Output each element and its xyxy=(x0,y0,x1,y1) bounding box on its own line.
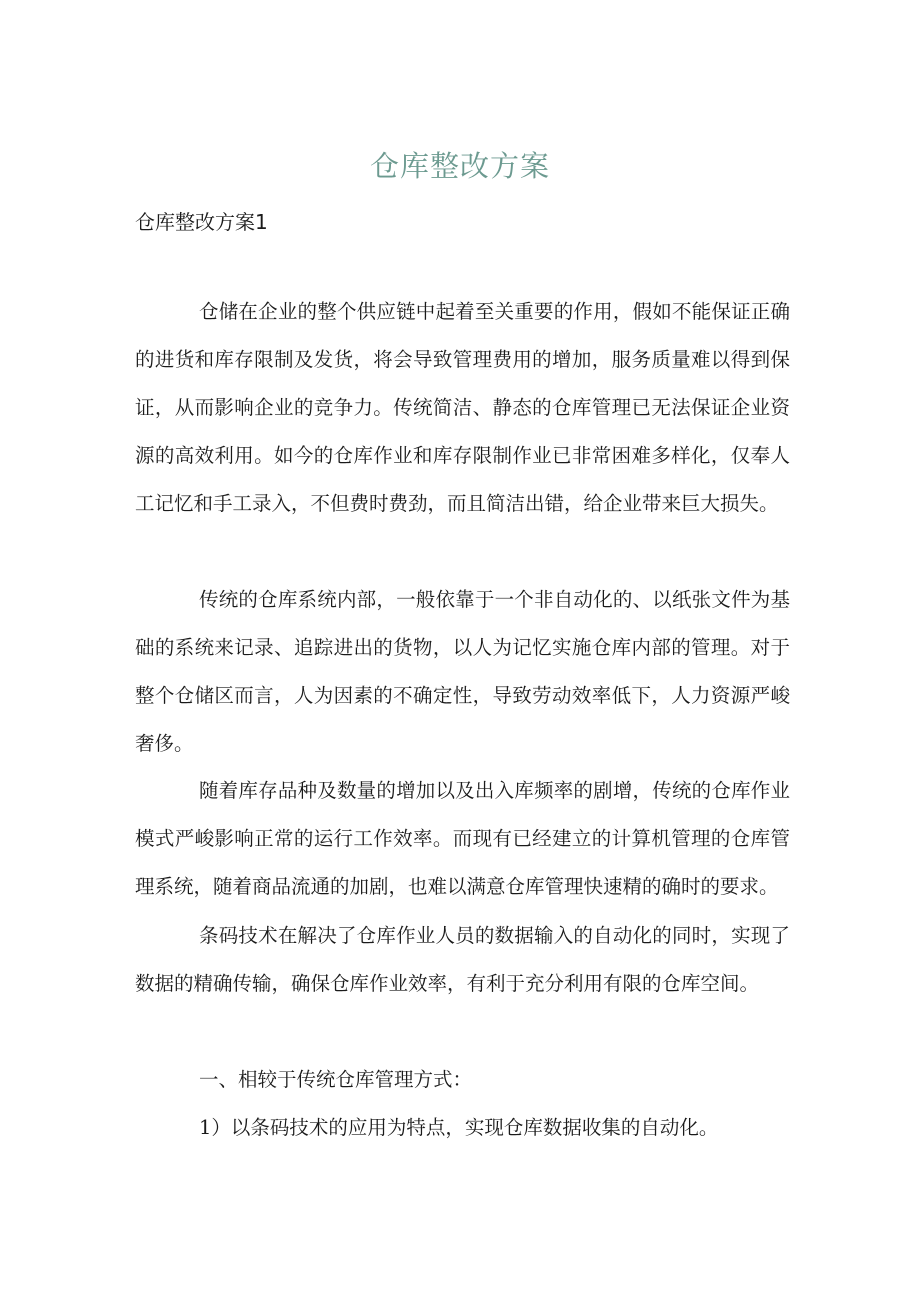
document-title: 仓库整改方案 xyxy=(369,149,550,183)
document-subtitle: 仓库整改方案1 xyxy=(135,210,268,234)
section-heading: 一、相较于传统仓库管理方式： xyxy=(199,1068,473,1091)
paragraph: 随着库存品种及数量的增加以及出入库频率的剧增，传统的仓库作业模式严峻影响正常的运行工作效率。而现有已经建立的计算机管理的仓库管理系统，随着商品流通的加剧，也难以满意仓库管理快速精的确时的要求。 xyxy=(135,779,790,898)
paragraph: 条码技术在解决了仓库作业人员的数据输入的自动化的同时，实现了数据的精确传输，确保仓库作业效率，有利于充分利用有限的仓库空间。 xyxy=(135,924,790,995)
paragraph: 仓储在企业的整个供应链中起着至关重要的作用，假如不能保证正确的进货和库存限制及发货，将会导致管理费用的增加，服务质量难以得到保证，从而影响企业的竞争力。传统简洁、静态的仓库管理已无法保证企业资源的高效利用。如今的仓库作业和库存限制作业已非常困难多样化，仅奉人工记忆和手工录入，不但费时费劲，而且简洁出错，给企业带来巨大损失。 xyxy=(135,300,790,515)
list-item: 1）以条码技术的应用为特点，实现仓库数据收集的自动化。 xyxy=(199,1116,719,1139)
paragraph: 传统的仓库系统内部，一般依靠于一个非自动化的、以纸张文件为基础的系统来记录、追踪进出的货物，以人为记忆实施仓库内部的管理。对于整个仓储区而言，人为因素的不确定性，导致劳动效率低下，人力资源严峻奢侈。 xyxy=(135,588,790,755)
